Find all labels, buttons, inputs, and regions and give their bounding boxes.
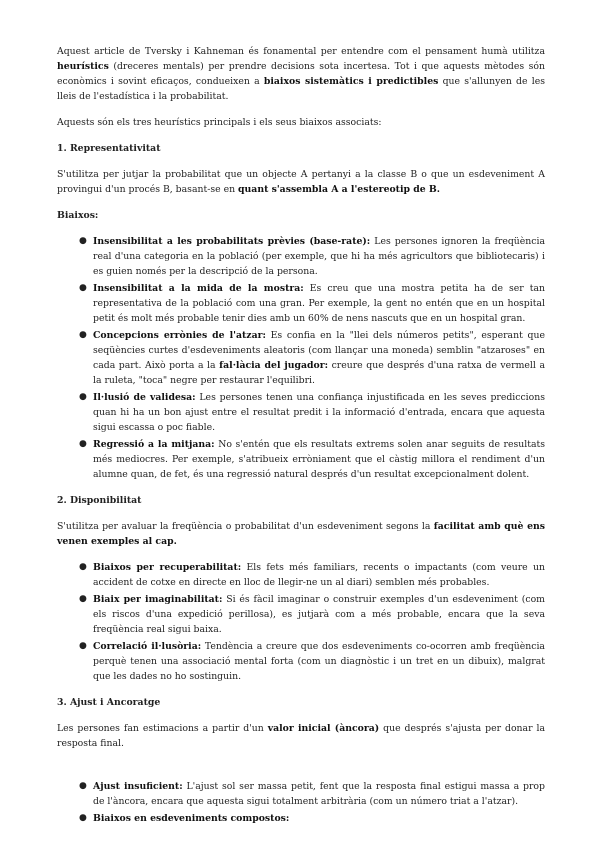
bullet-icon: ● (79, 781, 87, 791)
bias-list-ancoratge (57, 779, 545, 826)
list-item: ● Biaixos en esdeveniments compostos: (79, 813, 290, 824)
section-title-disponibilitat: 2. Disponibilitat (57, 495, 142, 506)
list-item: ● Il·lusió de validesa: Les persones tenen una confiança injustificada en les seves prediccions quan hi ha un bon ajust entre el resultat predit i la informació d'entrada, encara que aquesta sigui escassa o poc fiable. (79, 392, 546, 433)
intro-summary: Aquests són els tres heurístics principals i els seus biaixos associats: (57, 117, 382, 128)
bias-list-representativitat (57, 234, 545, 482)
bullet-icon: ● (79, 392, 87, 402)
list-item: ● Insensibilitat a les probabilitats prèvies (base-rate): Les persones ignoren la freqüència real d'una categoria en la població (per exemple, que hi ha més agricultors que bibliotecaris) i es guien només per la descripció de la persona. (79, 236, 546, 277)
list-item: ● Regressió a la mitjana: No s'entén que els resultats extrems solen anar seguits de resultats més mediocres. Per exemple, s'atribueix erròniament que el càstig millora el rendiment d'un alumne quan, de fet, és una regressió natural després d'un resultat excepcionalment dolent. (79, 439, 546, 480)
bias-list-disponibilitat (57, 560, 545, 684)
biases-term: biaixos sistemàtics i predictibles (263, 76, 439, 87)
document-content (57, 44, 545, 828)
bullet-icon: ● (79, 283, 87, 293)
list-item: ● Concepcions errònies de l'atzar: Es confia en la "llei dels números petits", esperant que seqüències curtes d'esdeveniments aleatoris (com llançar una moneda) semblin "atzaroses" en cada part. Això porta a la fal·làcia del jugador: creure que després d'una ratxa de vermell a la ruleta, "toca" negre per restaurar l'equilibri. (79, 330, 545, 386)
bullet-icon: ● (79, 439, 87, 449)
section-title-representativitat: 1. Representativitat (57, 143, 161, 154)
bullet-icon: ● (79, 562, 87, 572)
list-item: ● Biaixos per recuperabilitat: Els fets més familiars, recents o impactants (com veure un accident de cotxe en directe en lloc de llegir-ne un al diari) semblen més probables. (79, 562, 545, 588)
section-desc-disponibilitat: S'utilitza per avaluar la freqüència o probabilitat d'un esdeveniment segons la facilitat amb què ens venen exemples al cap. (57, 521, 545, 547)
bullet-icon: ● (79, 330, 87, 340)
section-desc-ancoratge: Les persones fan estimacions a partir d'un valor inicial (àncora) que després s'ajusta per donar la resposta final. (57, 723, 546, 749)
biaixos-label: Biaixos: (57, 210, 99, 221)
bullet-icon: ● (79, 594, 87, 604)
section-desc-representativitat: S'utilitza per jutjar la probabilitat que un objecte A pertanyi a la classe B o que un esdeveniment A provingui d'un procés B, basant-se en quant s'assembla A a l'estereotip de B. (57, 169, 545, 195)
list-item: ● Biaix per imaginabilitat: Si és fàcil imaginar o construir exemples d'un esdeveniment (com els riscos d'una expedició perillosa), es jutjarà com a més probable, encara que la seva freqüència real sigui baixa. (79, 594, 545, 635)
list-item: ● Correlació il·lusòria: Tendència a creure que dos esdeveniments co-ocorren amb freqüència perquè tenen una associació mental forta (com un diagnòstic i un tret en un dibuix), malgrat que les dades no ho sostinguin. (79, 641, 545, 682)
list-item: ● Ajust insuficient: L'ajust sol ser massa petit, fent que la resposta final estigui massa a prop de l'àncora, encara que aquesta sigui totalment arbitrària (com un número triat a l'atzar). (79, 781, 545, 807)
heuristics-term: heurístics (57, 61, 109, 72)
bullet-icon: ● (79, 641, 87, 651)
intro-paragraph: Aquest article de Tversky i Kahneman és fonamental per entendre com el pensament humà utilitza heurístics (dreceres mentals) per prendre decisions sota incertesa. Tot i que aquests mètodes són econòmics i sovint eficaços, condueixen a biaixos sistemàtics i predictibles que s'allunyen de les lleis de l'estadística i la probabilitat. (57, 46, 545, 102)
bullet-icon: ● (79, 813, 87, 823)
list-item: ● Insensibilitat a la mida de la mostra: Es creu que una mostra petita ha de ser tan representativa de la població com una gran. Per exemple, la gent no entén que en un hospital petit és molt més probable tenir dies amb un 60% de nens nascuts que en un hospital gran. (79, 283, 546, 324)
bullet-icon: ● (79, 236, 87, 246)
section-title-ancoratge: 3. Ajust i Ancoratge (57, 697, 161, 708)
